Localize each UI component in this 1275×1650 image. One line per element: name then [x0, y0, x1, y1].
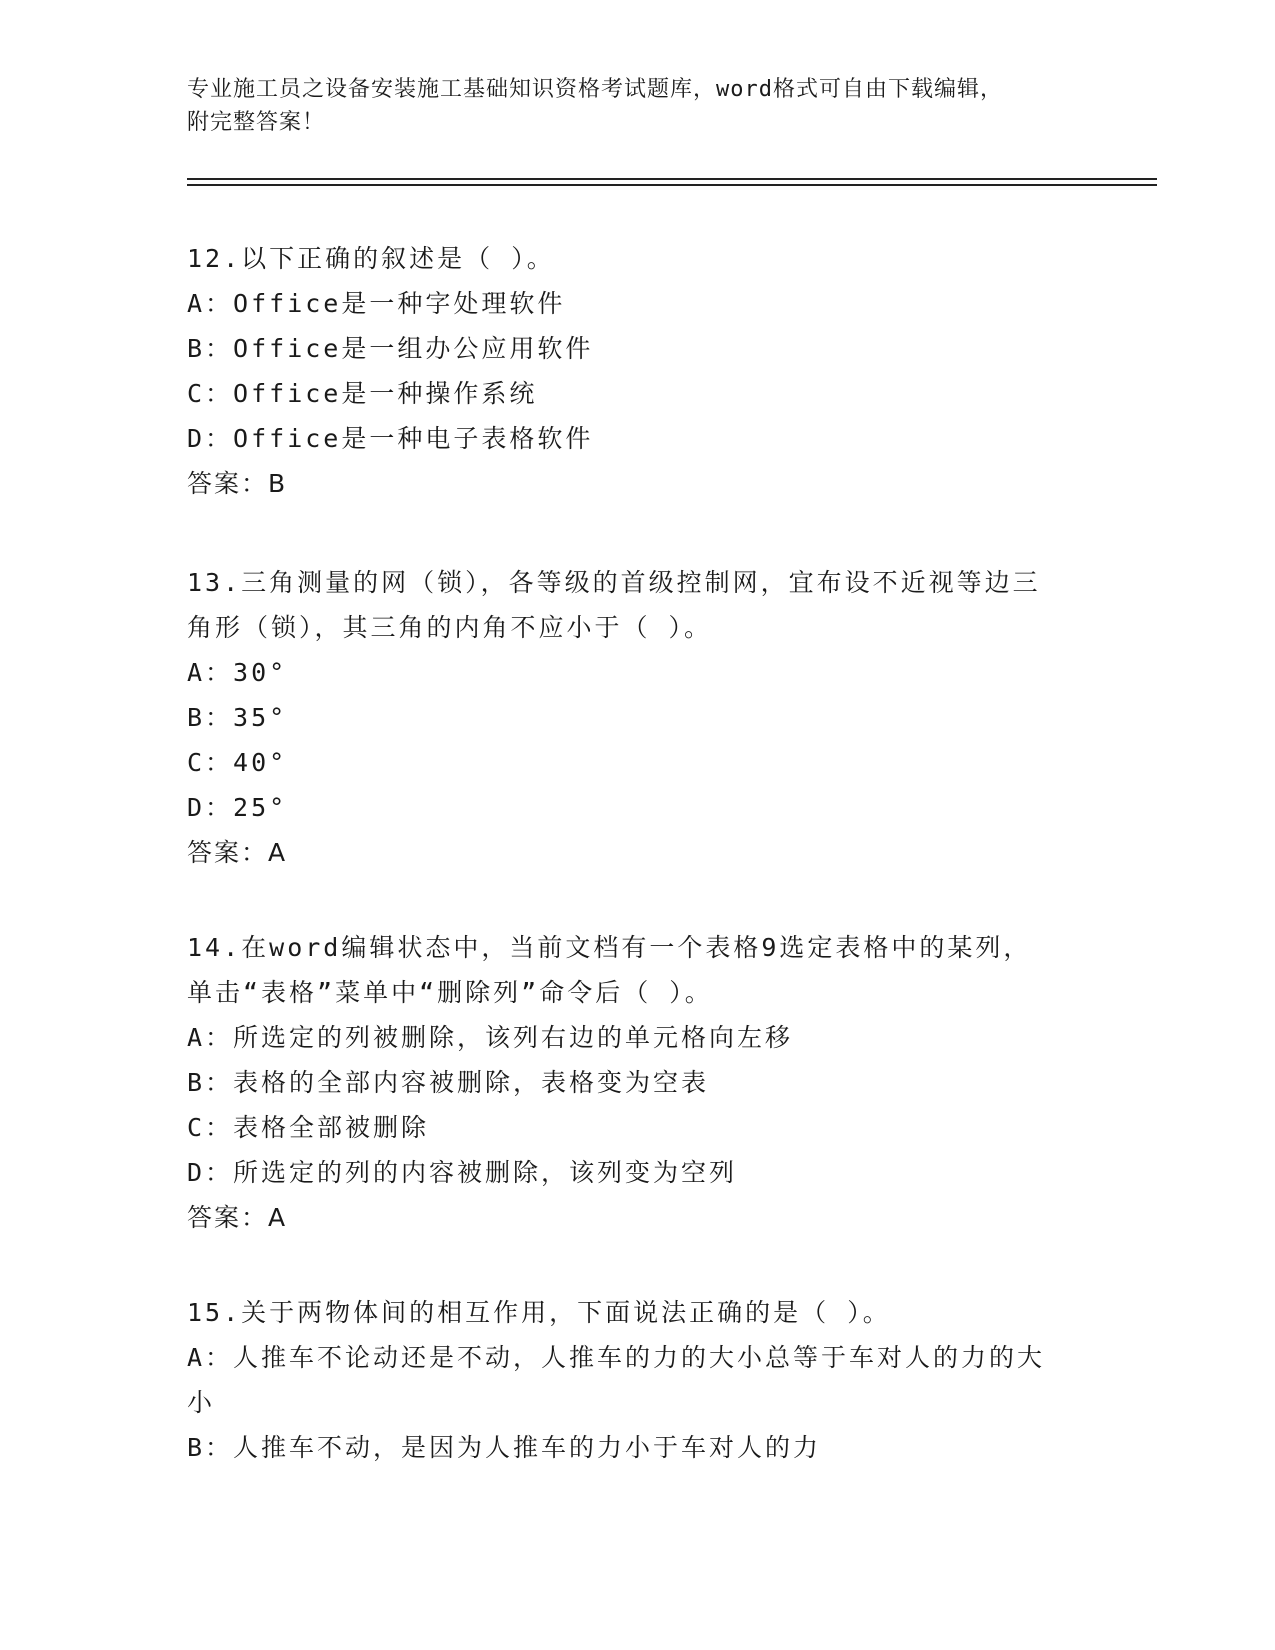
question-15 — [187, 1290, 1087, 1470]
question-14 — [187, 925, 1087, 1240]
header-line-2: 附完整答案！ — [187, 110, 326, 135]
answer-line: 答案：A — [187, 838, 288, 867]
header-divider-bottom — [187, 184, 1157, 186]
option-c: C：Office是一种操作系统 — [187, 379, 538, 408]
question-stem: 15.关于两物体间的相互作用，下面说法正确的是（ ）。 — [187, 1298, 891, 1327]
option-d: D：Office是一种电子表格软件 — [187, 424, 594, 453]
option-c: C：40° — [187, 748, 288, 777]
document-header — [187, 73, 1087, 139]
question-stem: 12.以下正确的叙述是（ ）。 — [187, 244, 555, 273]
answer-line: 答案：A — [187, 1203, 288, 1232]
option-c: C：表格全部被删除 — [187, 1113, 430, 1142]
question-stem-continued: 单击“表格”菜单中“删除列”命令后（ ）。 — [187, 978, 713, 1007]
question-stem: 14.在word编辑状态中，当前文档有一个表格9选定表格中的某列， — [187, 933, 1032, 962]
option-b: B：Office是一组办公应用软件 — [187, 334, 594, 363]
option-a: A：30° — [187, 658, 288, 687]
header-divider-top — [187, 178, 1157, 180]
option-d: D：25° — [187, 793, 288, 822]
answer-line: 答案：B — [187, 469, 288, 498]
option-b: B：人推车不动，是因为人推车的力小于车对人的力 — [187, 1433, 822, 1462]
option-b: B：35° — [187, 703, 288, 732]
option-b: B：表格的全部内容被删除，表格变为空表 — [187, 1068, 710, 1097]
question-stem-continued: 角形（锁），其三角的内角不应小于（ ）。 — [187, 613, 713, 642]
question-stem: 13.三角测量的网（锁），各等级的首级控制网，宜布设不近视等边三 — [187, 568, 1041, 597]
option-a-continued: 小 — [187, 1388, 216, 1417]
question-13 — [187, 560, 1087, 875]
option-a: A：人推车不论动还是不动，人推车的力的大小总等于车对人的力的大 — [187, 1343, 1046, 1372]
option-d: D：所选定的列的内容被删除，该列变为空列 — [187, 1158, 738, 1187]
question-12 — [187, 236, 1087, 506]
header-line-1: 专业施工员之设备安装施工基础知识资格考试题库，word格式可自由下载编辑， — [187, 77, 1003, 102]
option-a: A：Office是一种字处理软件 — [187, 289, 566, 318]
option-a: A：所选定的列被删除，该列右边的单元格向左移 — [187, 1023, 794, 1052]
